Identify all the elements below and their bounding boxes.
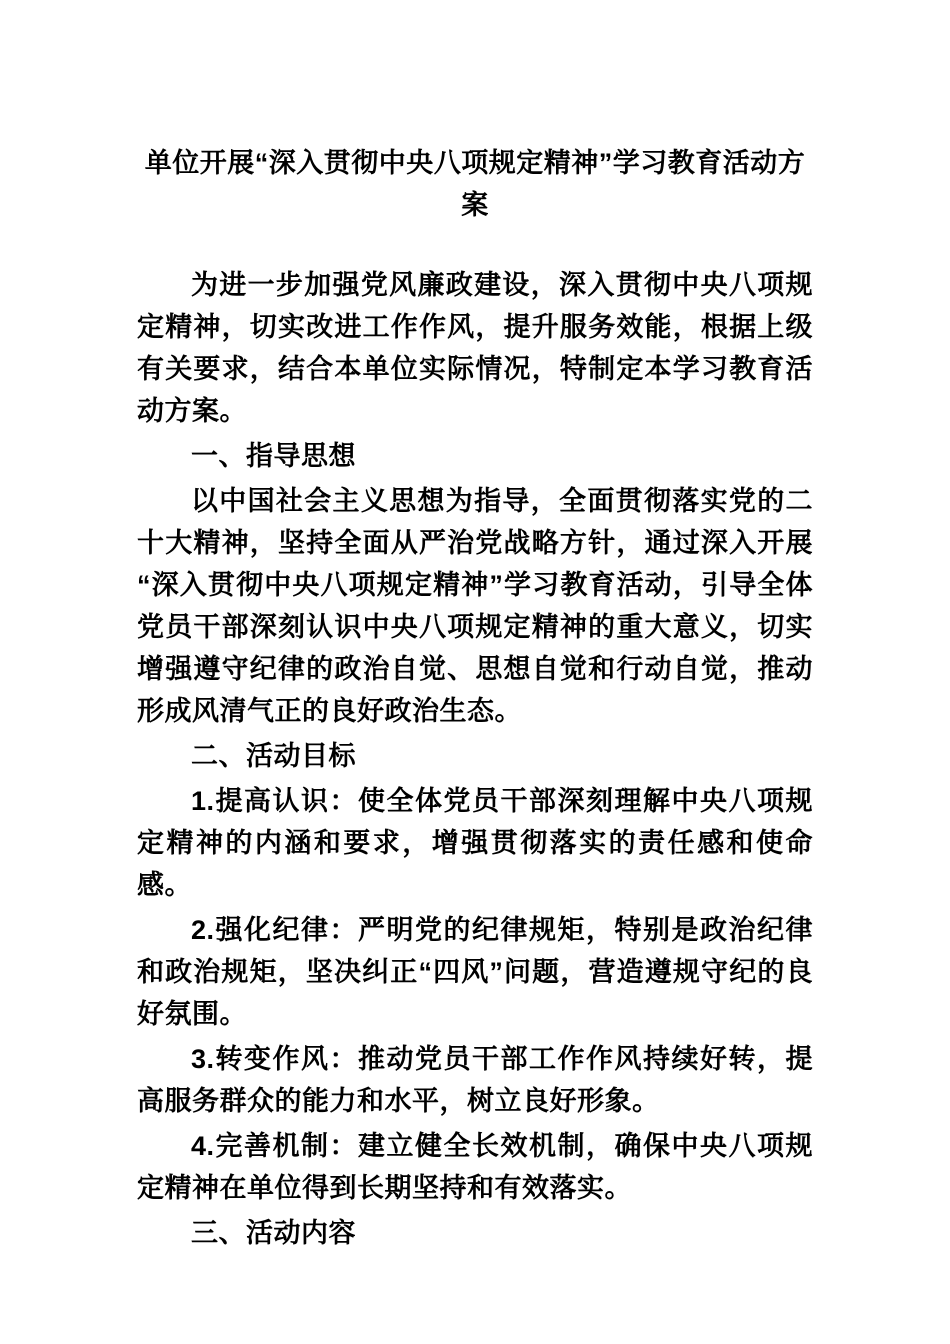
goal-item-1: 1.提高认识：使全体党员干部深刻理解中央八项规定精神的内涵和要求，增强贯彻落实的责任感和使命感。 <box>137 786 813 900</box>
goal-item-4: 4.完善机制：建立健全长效机制，确保中央八项规定精神在单位得到长期坚持和有效落实。 <box>137 1131 813 1203</box>
goal-item-3: 3.转变作风：推动党员干部工作作风持续好转，提高服务群众的能力和水平，树立良好形象。 <box>137 1044 813 1116</box>
section-heading-activity-content: 三、活动内容 <box>191 1218 356 1248</box>
section-heading-activity-goals: 二、活动目标 <box>191 741 356 771</box>
guiding-ideology-paragraph: 以中国社会主义思想为指导，全面贯彻落实党的二十大精神，坚持全面从严治党战略方针，通过深入开展“深入贯彻中央八项规定精神”学习教育活动，引导全体党员干部深刻认识中央八项规定精神的重大意义，切实增强遵守纪律的政治自觉、思想自觉和行动自觉，推动形成风清气正的良好政治生态。 <box>137 486 813 726</box>
intro-paragraph: 为进一步加强党风廉政建设，深入贯彻中央八项规定精神，切实改进工作作风，提升服务效能，根据上级有关要求，结合本单位实际情况，特制定本学习教育活动方案。 <box>137 270 813 426</box>
section-heading-guiding-ideology: 一、指导思想 <box>191 441 356 471</box>
goal-item-2: 2.强化纪律：严明党的纪律规矩，特别是政治纪律和政治规矩，坚决纠正“四风”问题，营造遵规守纪的良好氛围。 <box>137 915 813 1029</box>
document-title: 单位开展“深入贯彻中央八项规定精神”学习教育活动方案 <box>144 148 806 220</box>
